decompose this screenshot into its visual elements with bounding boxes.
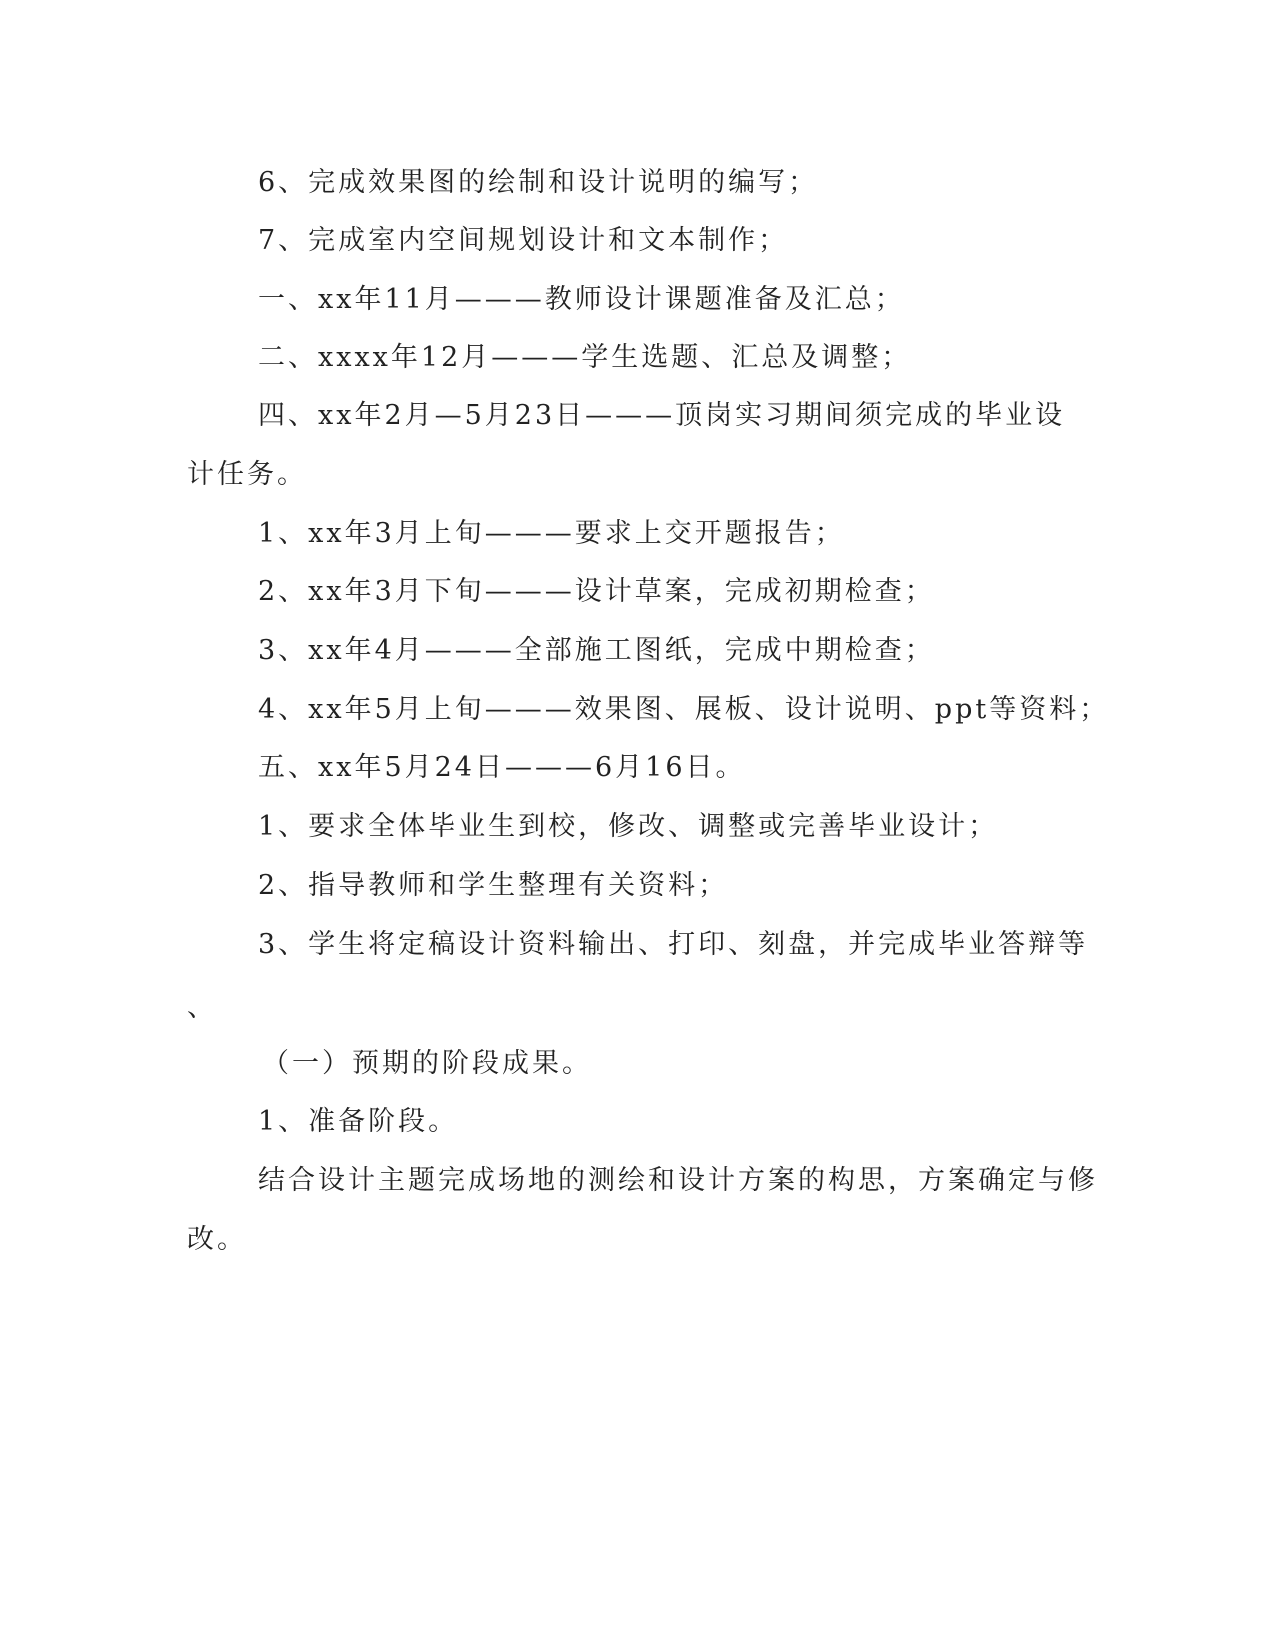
text-line: 3、学生将定稿设计资料输出、打印、刻盘，并完成毕业答辩等 (258, 929, 1089, 960)
text-line: 计任务。 (187, 459, 307, 490)
text-line: 3、xx年4月———全部施工图纸，完成中期检查； (258, 635, 935, 666)
text-line: 4、xx年5月上旬———效果图、展板、设计说明、ppt等资料； (258, 694, 1110, 725)
text-line: 7、完成室内空间规划设计和文本制作； (258, 225, 789, 256)
text-line: 五、xx年5月24日———6月16日。 (258, 752, 746, 783)
text-line: 结合设计主题完成场地的测绘和设计方案的构思，方案确定与修 (258, 1165, 1098, 1196)
text-line: 一、xx年11月———教师设计课题准备及汇总； (258, 284, 905, 315)
text-line: 四、xx年2月—5月23日———顶岗实习期间须完成的毕业设 (258, 400, 1066, 431)
text-line: 二、xxxx年12月———学生选题、汇总及调整； (258, 342, 912, 373)
text-line: 、 (187, 992, 217, 1023)
text-line: 1、xx年3月上旬———要求上交开题报告； (258, 518, 845, 549)
text-line: 2、xx年3月下旬———设计草案，完成初期检查； (258, 576, 935, 607)
text-line: 1、准备阶段。 (258, 1106, 459, 1137)
text-line: 1、要求全体毕业生到校，修改、调整或完善毕业设计； (258, 811, 999, 842)
text-line: 6、完成效果图的绘制和设计说明的编写； (258, 167, 819, 198)
text-line: 改。 (187, 1224, 247, 1255)
text-line: 2、指导教师和学生整理有关资料； (258, 870, 729, 901)
section-heading: （一）预期的阶段成果。 (262, 1048, 592, 1079)
